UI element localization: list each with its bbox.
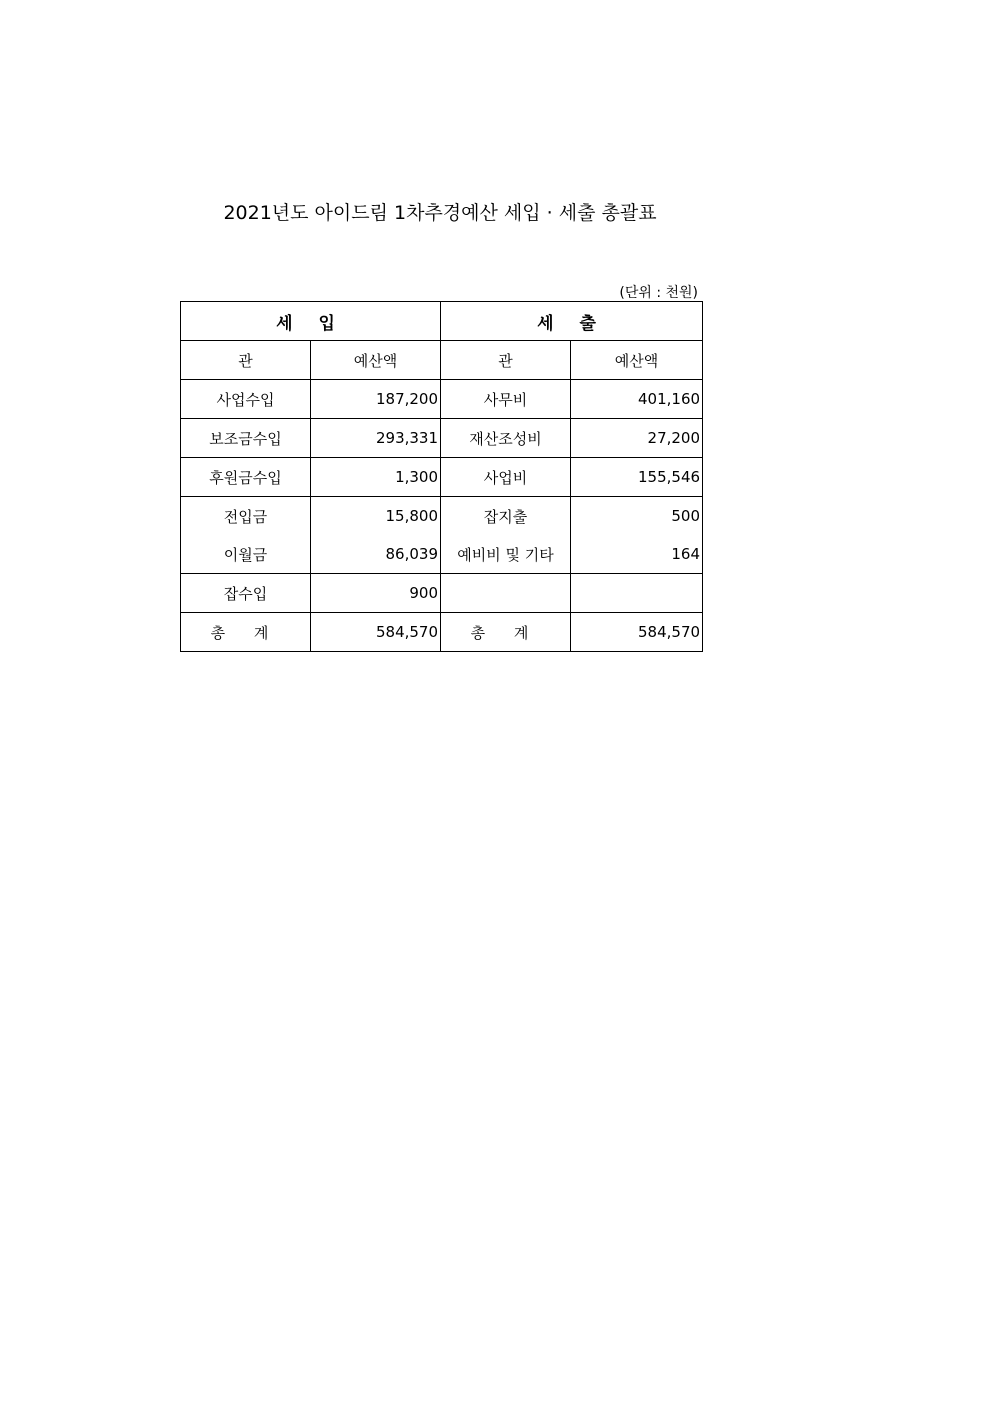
rev-item: 사업수입	[181, 380, 311, 419]
exp-amount: 164	[571, 535, 703, 574]
rev-amount: 86,039	[311, 535, 441, 574]
rev-amount: 293,331	[311, 419, 441, 458]
exp-item-header: 관	[441, 341, 571, 380]
rev-amount: 187,200	[311, 380, 441, 419]
exp-item: 사무비	[441, 380, 571, 419]
exp-amount: 155,546	[571, 458, 703, 497]
exp-amount: 401,160	[571, 380, 703, 419]
total-row	[181, 613, 703, 652]
rev-total-label: 총 계	[181, 613, 311, 652]
rev-amount-header: 예산액	[311, 341, 441, 380]
exp-item: 예비비 및 기타	[441, 535, 571, 574]
rev-item-header: 관	[181, 341, 311, 380]
budget-summary-table	[180, 301, 703, 652]
exp-item: 잡지출	[441, 497, 571, 536]
exp-amount-header: 예산액	[571, 341, 703, 380]
column-header-row	[181, 341, 703, 380]
unit-note: (단위 : 천원)	[619, 285, 698, 301]
table-row	[181, 380, 703, 419]
rev-item: 후원금수입	[181, 458, 311, 497]
exp-item	[441, 574, 571, 613]
table-row	[181, 535, 703, 574]
rev-item: 이월금	[181, 535, 311, 574]
exp-amount: 27,200	[571, 419, 703, 458]
exp-item: 재산조성비	[441, 419, 571, 458]
rev-amount: 1,300	[311, 458, 441, 497]
exp-total-label: 총 계	[441, 613, 571, 652]
revenue-header: 세 입	[181, 302, 441, 341]
rev-item: 보조금수입	[181, 419, 311, 458]
table-row	[181, 574, 703, 613]
rev-item: 전입금	[181, 497, 311, 536]
section-header-row	[181, 302, 703, 341]
rev-item: 잡수입	[181, 574, 311, 613]
rev-total-amount: 584,570	[311, 613, 441, 652]
exp-item: 사업비	[441, 458, 571, 497]
exp-amount: 500	[571, 497, 703, 536]
table-row	[181, 458, 703, 497]
document-title: 2021년도 아이드림 1차추경예산 세입 · 세출 총괄표	[223, 202, 657, 224]
exp-amount	[571, 574, 703, 613]
table-row	[181, 419, 703, 458]
rev-amount: 15,800	[311, 497, 441, 536]
rev-amount: 900	[311, 574, 441, 613]
exp-total-amount: 584,570	[571, 613, 703, 652]
table-row	[181, 497, 703, 536]
expense-header: 세 출	[441, 302, 703, 341]
